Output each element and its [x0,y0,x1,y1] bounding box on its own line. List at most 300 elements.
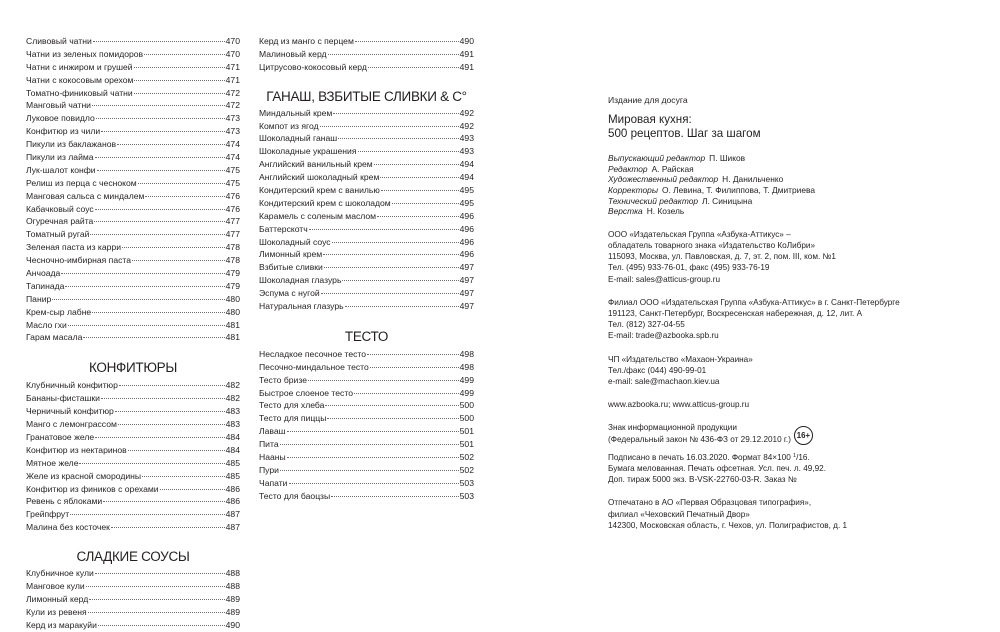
entry-page: 495 [459,185,474,196]
entry-page: 496 [459,223,474,234]
entry-page: 493 [459,146,474,157]
book-title-line1: Мировая кухня: [608,113,692,127]
entry-page: 499 [459,374,474,385]
dot-leader [86,586,225,587]
entry-title: Песочно-миндальное тесто [259,361,369,372]
text-line: обладатель товарного знака «Издательство КоЛибри» [608,240,816,250]
index-entry [259,261,474,274]
dot-leader [160,489,225,490]
entry-title: Баттерскотч [259,223,308,234]
section-heading: КОНФИТЮРЫ [88,360,178,376]
entry-title: Тапинада [26,280,65,291]
entry-page: 478 [225,242,240,253]
index-entry [259,464,474,477]
text-line: E-mail: trade@azbooka.spb.ru [608,331,719,341]
edition-type: Издание для досуга [608,95,688,105]
dot-leader [134,93,225,94]
dot-leader [325,405,458,406]
entry-title: Ревень с яблоками [26,496,103,507]
entry-title: Шоколадные украшения [259,146,357,157]
dot-leader [142,476,225,477]
entry-title: Манговый чатни [26,100,91,111]
dot-leader [287,431,459,432]
index-entry [26,293,240,306]
entry-page: 487 [225,509,240,520]
dot-leader [117,144,225,145]
dot-leader [88,612,225,613]
entry-title: Конфитюр из нектаринов [26,444,127,455]
credit-role: Художественный редактор [608,174,719,185]
entry-page: 482 [225,393,240,404]
dot-leader [280,444,459,445]
dot-leader [280,470,459,471]
index-entry [26,228,240,241]
entry-page: 496 [459,249,474,260]
dot-leader [101,131,224,132]
entry-title: Релиш из перца с чесноком [26,177,137,188]
entry-title: Клубничный конфитюр [26,380,118,391]
credit-name: Л. Синицына [702,195,753,206]
index-entry [26,567,240,580]
entry-page: 471 [225,74,240,85]
index-list [259,348,474,503]
text-line: ЧП «Издательство «Махаон-Украина» [608,354,753,364]
section-heading: ТЕСТО [344,328,389,344]
index-entry [259,387,474,400]
index-entry [259,61,474,74]
text-line: филиал «Чеховский Печатный Двор» [608,509,750,519]
dot-leader [338,138,458,139]
index-list [26,379,240,534]
entry-title: Чапати [259,477,288,488]
entry-title: Шоколадный соус [259,236,331,247]
dot-leader [374,164,459,165]
entry-page: 484 [225,431,240,442]
dot-leader [119,385,225,386]
age-rating-badge: 16+ [794,426,813,445]
credit-role: Редактор [608,163,648,174]
entry-title: Тесто бризе [259,374,307,385]
index-entry [26,177,240,190]
index-entry [259,48,474,61]
dot-leader [115,411,225,412]
dot-leader [83,337,224,338]
entry-page: 501 [459,439,474,450]
entry-title: Мятное желе [26,457,79,468]
branch-block [608,297,978,342]
index-column-middle [259,35,474,503]
dot-leader [61,273,224,274]
credit-role: Верстка [608,206,643,217]
info-sign-block [608,422,978,444]
credit-name: Н. Данильченко [722,174,784,185]
entry-title: Зеленая паста из карри [26,242,121,253]
entry-title: Английский ванильный крем [259,159,373,170]
entry-title: Пикули из баклажанов [26,139,117,150]
dot-leader [134,67,225,68]
index-entry [259,412,474,425]
dot-leader [323,254,458,255]
dot-leader [309,229,459,230]
index-entry [259,300,474,313]
index-list [26,35,240,344]
entry-title: Малина без косточек [26,522,110,533]
entry-page: 477 [225,229,240,240]
credit-name: О. Левина, Т. Филиппова, Т. Дмитриева [661,184,816,195]
index-entry [26,331,240,344]
dot-leader [331,496,459,497]
dot-leader [145,196,224,197]
dot-leader [94,221,224,222]
entry-title: Карамель с соленым маслом [259,210,377,221]
ukraine-block [608,354,978,388]
index-entry [259,287,474,300]
index-entry [259,425,474,438]
entry-page: 498 [459,361,474,372]
index-entry [259,348,474,361]
index-entry [259,236,474,249]
entry-page: 486 [225,483,240,494]
entry-page: 503 [459,477,474,488]
entry-page: 483 [225,406,240,417]
index-entry [259,477,474,490]
index-entry [26,593,240,606]
credits-list [608,153,978,217]
index-entry [26,379,240,392]
entry-title: Лук-шалот конфи [26,164,96,175]
dot-leader [381,190,459,191]
entry-page: 478 [225,255,240,266]
index-entry [26,508,240,521]
credit-name: А. Райская [651,163,694,174]
entry-page: 496 [459,210,474,221]
entry-page: 480 [225,306,240,317]
dot-leader [68,325,225,326]
dot-leader [93,41,225,42]
entry-title: Луковое повидло [26,113,95,124]
entry-page: 485 [225,470,240,481]
entry-title: Огуречная райта [26,216,94,227]
entry-page: 498 [459,348,474,359]
entry-page: 475 [225,164,240,175]
index-entry [259,171,474,184]
dot-leader [345,306,459,307]
entry-title: Пита [259,439,279,450]
index-entry [26,457,240,470]
entry-page: 492 [459,120,474,131]
index-entry [26,319,240,332]
credit-name: П. Шиков [709,153,746,164]
entry-title: Натуральная глазурь [259,301,344,312]
entry-title: Нааны [259,452,286,463]
entry-title: Кули из ревеня [26,606,87,617]
entry-title: Чатни из зеленых помидоров [26,48,144,59]
dot-leader [95,437,225,438]
entry-title: Грейпфрут [26,509,70,520]
section-heading: СЛАДКИЕ СОУСЫ [76,549,190,565]
dot-leader [367,354,459,355]
entry-page: 499 [459,387,474,398]
entry-title: Кондитерский крем с ванилью [259,185,380,196]
entry-page: 474 [225,139,240,150]
dot-leader [98,625,225,626]
entry-title: Керд из манго с перцем [259,36,354,46]
index-entry [259,210,474,223]
entry-page: 482 [225,380,240,391]
index-entry [26,405,240,418]
index-entry [259,438,474,451]
entry-title: Лимонный керд [26,593,89,604]
entry-title: Крем-сыр лабне [26,306,92,317]
index-entry [26,306,240,319]
text-line: 142300, Московская область, г. Чехов, ул. Полиграфистов, д. 1 [608,520,848,530]
entry-title: Тесто для пиццы [259,413,327,424]
entry-page: 474 [225,152,240,163]
dot-leader [111,527,225,528]
entry-title: Пури [259,464,279,475]
entry-page: 503 [459,490,474,501]
printer-block [608,497,978,531]
entry-page: 501 [459,426,474,437]
entry-title: Черничный конфитюр [26,406,114,417]
entry-title: Шоколадный ганаш [259,133,338,144]
index-entry [26,418,240,431]
credit-line [608,164,978,175]
index-entry [26,521,240,534]
index-entry [259,223,474,236]
dot-leader [95,209,225,210]
index-entry [26,151,240,164]
text-line: Тел. (812) 327-04-55 [608,320,685,330]
dot-leader [138,183,225,184]
print-line3: Доп. тираж 5000 экз. B-VSK-22760-03-R. Заказ № [608,475,797,485]
entry-title: Быстрое слоеное тесто [259,387,353,398]
dot-leader [144,54,225,55]
dot-leader [79,463,224,464]
index-entry [26,495,240,508]
entry-page: 496 [459,236,474,247]
entry-title: Тесто для баоцзы [259,490,331,501]
index-entry [26,138,240,151]
dot-leader [122,247,225,248]
entry-title: Кондитерский крем с шоколадом [259,197,391,208]
dot-leader [392,203,459,204]
websites: www.azbooka.ru; www.atticus-group.ru [608,400,750,410]
index-entry [259,145,474,158]
index-entry [26,112,240,125]
entry-title: Шоколадная глазурь [259,275,342,286]
entry-page: 484 [225,444,240,455]
entry-page: 497 [459,262,474,273]
publisher-block [608,229,978,285]
dot-leader [287,457,459,458]
entry-page: 488 [225,568,240,579]
index-entry [26,125,240,138]
entry-page: 494 [459,159,474,170]
text-line: e-mail: sale@machaon.kiev.ua [608,377,720,386]
index-entry [259,274,474,287]
entry-title: Клубничное кули [26,568,94,579]
dot-leader [70,514,224,515]
index-entry [259,132,474,145]
dot-leader [128,450,225,451]
dot-leader [97,170,225,171]
entry-page: 495 [459,197,474,208]
dot-leader [354,393,459,394]
index-entry [26,483,240,496]
entry-page: 477 [225,216,240,227]
entry-page: 481 [225,319,240,330]
entry-title: Несладкое песочное тесто [259,348,367,359]
dot-leader [103,501,224,502]
index-entry [26,48,240,61]
index-entry [259,374,474,387]
index-entry [26,444,240,457]
entry-page: 481 [225,332,240,343]
entry-page: 472 [225,87,240,98]
dot-leader [65,286,224,287]
dot-leader [134,80,224,81]
entry-page: 488 [225,580,240,591]
entry-title: Сливовый чатни [26,36,92,46]
index-entry [259,490,474,503]
dot-leader [328,54,459,55]
entry-page: 471 [225,61,240,72]
entry-title: Чесночно-имбирная паста [26,255,132,266]
dot-leader [89,599,224,600]
credit-line [608,206,978,217]
entry-page: 491 [459,61,474,72]
index-entry [26,164,240,177]
entry-title: Взбитые сливки [259,262,323,273]
entry-page: 502 [459,464,474,475]
index-entry [259,197,474,210]
entry-page: 497 [459,288,474,299]
index-entry [259,158,474,171]
entry-page: 492 [459,107,474,118]
print-details [608,451,978,486]
entry-page: 487 [225,522,240,533]
dot-leader [118,424,225,425]
credit-role: Технический редактор [608,195,699,206]
text-line: ООО «Издательская Группа «Азбука-Аттикус» – [608,229,791,239]
index-entry [26,61,240,74]
entry-title: Кабачковый соус [26,203,94,214]
entry-page: 480 [225,293,240,304]
entry-title: Томатный ругай [26,229,90,240]
entry-title: Малиновый керд [259,48,327,59]
dot-leader [324,267,459,268]
entry-page: 493 [459,133,474,144]
entry-title: Английский шоколадный крем [259,172,380,183]
entry-title: Лаваш [259,426,286,437]
index-entry [26,606,240,619]
text-line: Отпечатано в АО «Первая Образцовая типография», [608,498,812,508]
credit-line [608,185,978,196]
print-line1: Подписано в печать 16.03.2020. Формат 84×100 $^1$/16. [608,452,810,462]
credit-line [608,196,978,207]
section-heading: ГАНАШ, ВЗБИТЫЕ СЛИВКИ & C° [266,88,467,104]
dot-leader [92,105,225,106]
dot-leader [90,234,224,235]
entry-page: 473 [225,126,240,137]
entry-title: Эспума с нугой [259,288,320,299]
dot-leader [289,483,459,484]
index-entry [259,248,474,261]
print-line2: Бумага мелованная. Печать офсетная. Усл. печ. л. 49,92. [608,464,826,474]
index-entry [26,280,240,293]
credit-line [608,153,978,164]
entry-title: Чатни с кокосовым орехом [26,74,134,85]
entry-title: Цитрусово-кокосовый керд [259,61,367,72]
entry-page: 479 [225,280,240,291]
entry-page: 489 [225,593,240,604]
credit-line [608,174,978,185]
entry-page: 502 [459,452,474,463]
entry-title: Панир [26,293,52,304]
index-entry [26,241,240,254]
dot-leader [368,67,459,68]
dot-leader [95,573,225,574]
index-entry [26,431,240,444]
entry-page: 472 [225,100,240,111]
entry-page: 494 [459,172,474,183]
dot-leader [358,151,459,152]
info-sign-line2: (Федеральный закон № 436-ФЗ от 29.12.2010 г.) [608,434,791,444]
dot-leader [333,113,458,114]
entry-title: Компот из ягод [259,120,319,131]
index-entry [26,254,240,267]
entry-title: Пикули из лайма [26,152,94,163]
index-entry [26,215,240,228]
index-entry [26,99,240,112]
entry-page: 473 [225,113,240,124]
info-sign-line1: Знак информационной продукции [608,423,737,433]
dot-leader [320,126,459,127]
entry-page: 475 [225,177,240,188]
index-list [259,107,474,313]
index-entry [26,74,240,87]
entry-page: 476 [225,203,240,214]
book-title-line2: 500 рецептов. Шаг за шагом [608,127,761,141]
entry-title: Лимонный крем [259,249,323,260]
index-entry [26,619,240,632]
text-line: 115093, Москва, ул. Павловская, д. 7, эт. 2, пом. III, ком. №1 [608,252,836,262]
dot-leader [96,118,225,119]
credit-name: Н. Козель [646,206,685,217]
entry-title: Анчоада [26,268,61,279]
index-entry [259,120,474,133]
entry-page: 483 [225,419,240,430]
dot-leader [355,41,459,42]
dot-leader [342,280,458,281]
entry-title: Томатно-финиковый чатни [26,87,133,98]
dot-leader [321,293,459,294]
text-line: 191123, Санкт-Петербург, Воскресенская набережная, д. 12, лит. А [608,308,863,318]
entry-title: Конфитюр из фиников с орехами [26,483,159,494]
index-entry [26,392,240,405]
entry-title: Манго с лемонграссом [26,419,117,430]
entry-title: Гарам масала [26,332,83,343]
entry-title: Манговое кули [26,580,85,591]
entry-title: Гранатовое желе [26,431,95,442]
credit-role: Выпускающий редактор [608,153,706,164]
index-entry [259,35,474,48]
index-entry [26,190,240,203]
index-entry [259,451,474,464]
index-entry [26,87,240,100]
index-entry [259,361,474,374]
